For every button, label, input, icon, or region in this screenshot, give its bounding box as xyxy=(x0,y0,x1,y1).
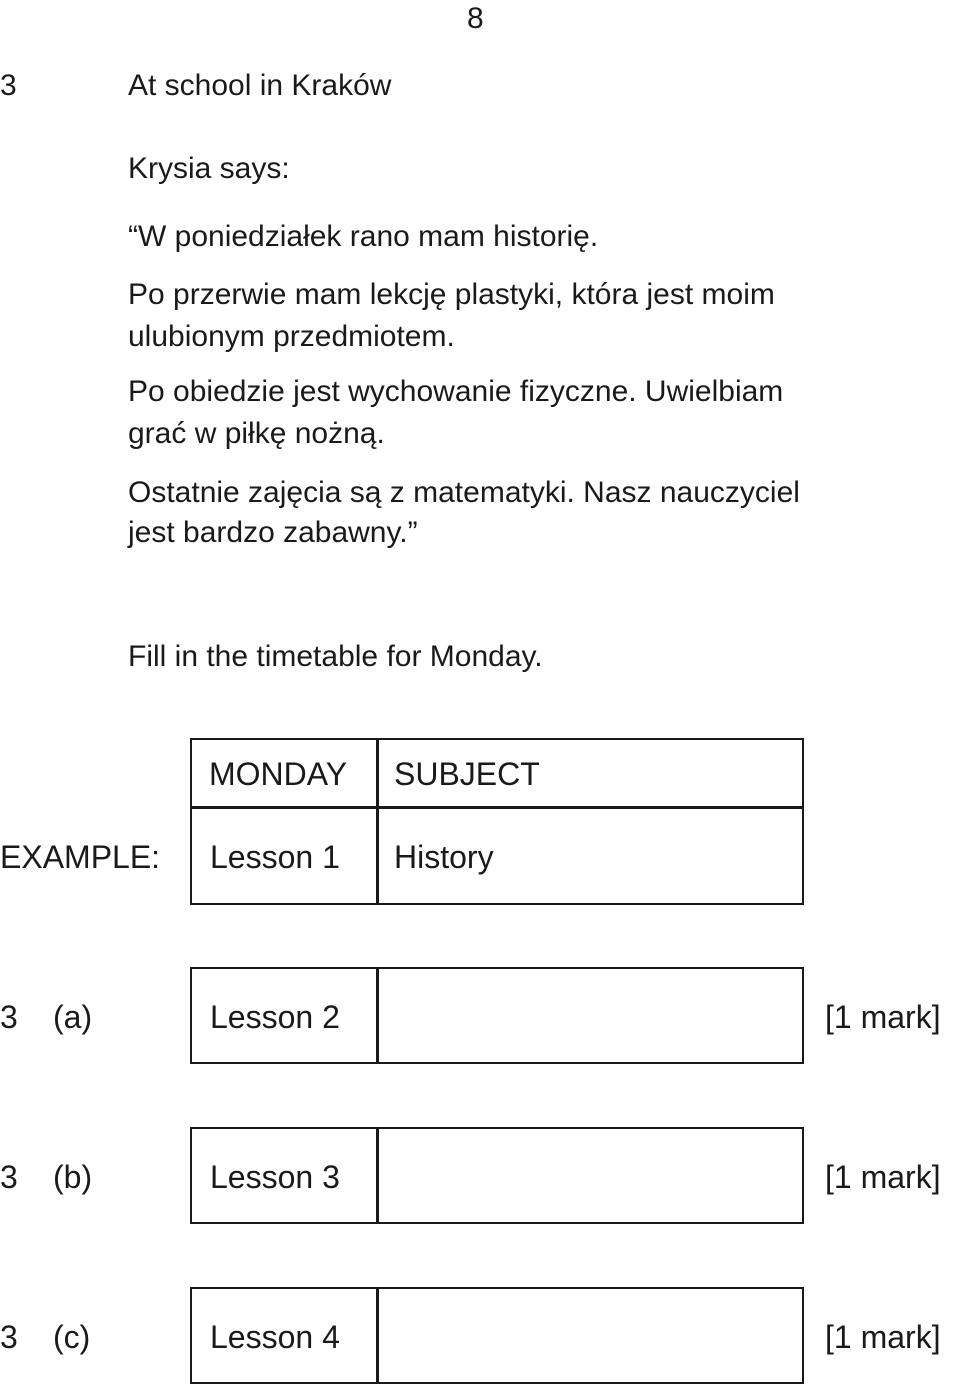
question-number: 3 xyxy=(0,69,17,102)
table-divider xyxy=(190,806,804,809)
instruction-text: Fill in the timetable for Monday. xyxy=(128,640,543,673)
marks-label: [1 mark] xyxy=(825,1159,941,1195)
passage-line: Ostatnie zajęcia są z matematyki. Nasz nauczyciel xyxy=(128,476,800,509)
example-label: EXAMPLE: xyxy=(0,839,161,875)
passage-line: jest bardzo zabawny.” xyxy=(128,516,418,549)
header-monday: MONDAY xyxy=(209,756,348,792)
example-subject: History xyxy=(394,839,494,875)
passage-line: grać w piłkę nożną. xyxy=(128,417,385,450)
passage-line: “W poniedziałek rano mam historię. xyxy=(128,220,599,253)
item-number: 3 xyxy=(0,1319,18,1355)
item-number: 3 xyxy=(0,1159,18,1195)
marks-label: [1 mark] xyxy=(825,999,941,1035)
lesson-label: Lesson 4 xyxy=(210,1319,340,1355)
item-part: (a) xyxy=(53,999,93,1035)
passage-line: ulubionym przedmiotem. xyxy=(128,320,455,353)
passage-line: Po obiedzie jest wychowanie fizyczne. Uwielbiam xyxy=(128,375,784,408)
passage-line: Po przerwie mam lekcję plastyki, która jest moim xyxy=(128,278,775,311)
item-number: 3 xyxy=(0,999,18,1035)
speaker-label: Krysia says: xyxy=(128,152,290,185)
table-divider xyxy=(376,738,379,905)
table-divider xyxy=(376,1287,379,1384)
answer-field[interactable] xyxy=(381,1132,799,1219)
item-part: (b) xyxy=(53,1159,93,1195)
table-divider xyxy=(376,967,379,1064)
item-part: (c) xyxy=(53,1319,91,1355)
table-divider xyxy=(376,1127,379,1224)
page-number: 8 xyxy=(467,2,484,35)
answer-field[interactable] xyxy=(381,972,799,1059)
lesson-label: Lesson 2 xyxy=(210,999,340,1035)
header-subject: SUBJECT xyxy=(394,756,540,792)
question-title: At school in Kraków xyxy=(128,69,392,102)
lesson-label: Lesson 3 xyxy=(210,1159,340,1195)
answer-field[interactable] xyxy=(381,1292,799,1379)
marks-label: [1 mark] xyxy=(825,1319,941,1355)
example-lesson: Lesson 1 xyxy=(210,839,340,875)
